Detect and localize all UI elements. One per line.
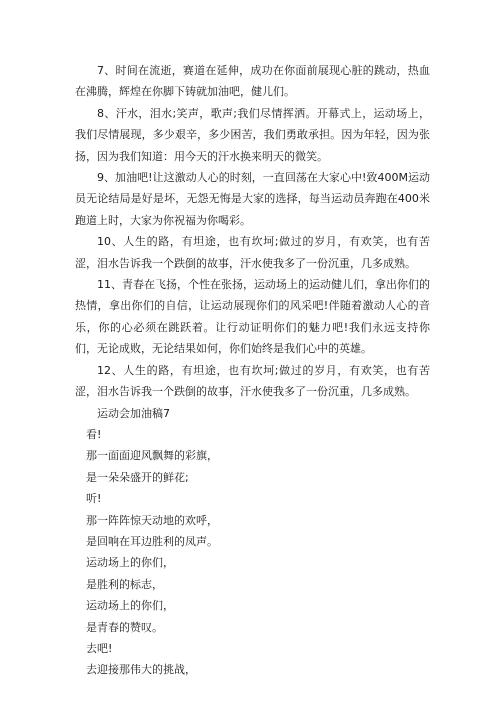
poem-line: 听! <box>86 492 102 506</box>
poem-title: 运动会加油稿7 <box>97 406 170 420</box>
poem-line: 运动场上的你们， <box>86 556 174 570</box>
paragraph-8: 8、汗水，泪水;笑声，歌声;我们尽情挥洒。开幕式上，运动场上，我们尽情展现，多少艰辛，多少困苦，我们勇敢承担。因为年轻，因为张扬，因为我们知道：用今天的汗水换来明天的微笑。 <box>75 106 430 163</box>
poem-line: 看! <box>86 427 102 441</box>
paragraph-11: 11、青春在飞扬，个性在张扬，运动场上的运动健儿们，拿出你们的热情，拿出你们的自信，让运动展现你们的风采吧!伴随着激动人心的音乐，你的心必须在跳跃着。让行动证明你们的魅力吧!我们永远支持你们，无论成败，无论结果如何，你们始终是我们心中的英雄。 <box>75 278 430 356</box>
poem-line: 那一阵阵惊天动地的欢呼， <box>86 513 218 527</box>
poem-line: 是回响在耳边胜利的凤声。 <box>86 534 218 548</box>
poem-line: 去迎接那伟大的挑战， <box>86 663 196 677</box>
poem-line: 去吧! <box>86 641 113 655</box>
paragraph-7: 7、时间在流逝，赛道在延伸，成功在你面前展现心脏的跳动，热血在沸腾，辉煌在你脚下铸就加油吧，健儿们。 <box>75 64 430 99</box>
poem-line: 是一朵朵盛开的鲜花; <box>86 470 189 484</box>
poem-line: 运动场上的你们， <box>86 599 174 613</box>
document-body <box>75 60 430 681</box>
paragraph-9: 9、加油吧!让这激动人心的时刻，一直回荡在大家心中!致400M运动员无论结局是好是坏，无怨无悔是大家的选择，每当运动员奔跑在400米跑道上时，大家为你祝福为你喝彩。 <box>75 171 430 227</box>
poem-line: 是胜利的标志， <box>86 577 163 591</box>
poem-line: 是青春的赞叹。 <box>86 620 163 634</box>
poem-line: 那一面面迎风飘舞的彩旗， <box>86 449 218 463</box>
paragraph-12: 12、人生的路，有坦途，也有坎坷;做过的岁月，有欢笑，也有苦涩，泪水告诉我一个跌倒的故事，汗水使我多了一份沉重，几多成熟。 <box>75 363 430 399</box>
paragraph-10: 10、人生的路，有坦途，也有坎坷;做过的岁月，有欢笑，也有苦涩，泪水告诉我一个跌倒的故事，汗水使我多了一份沉重，几多成熟。 <box>75 235 430 270</box>
